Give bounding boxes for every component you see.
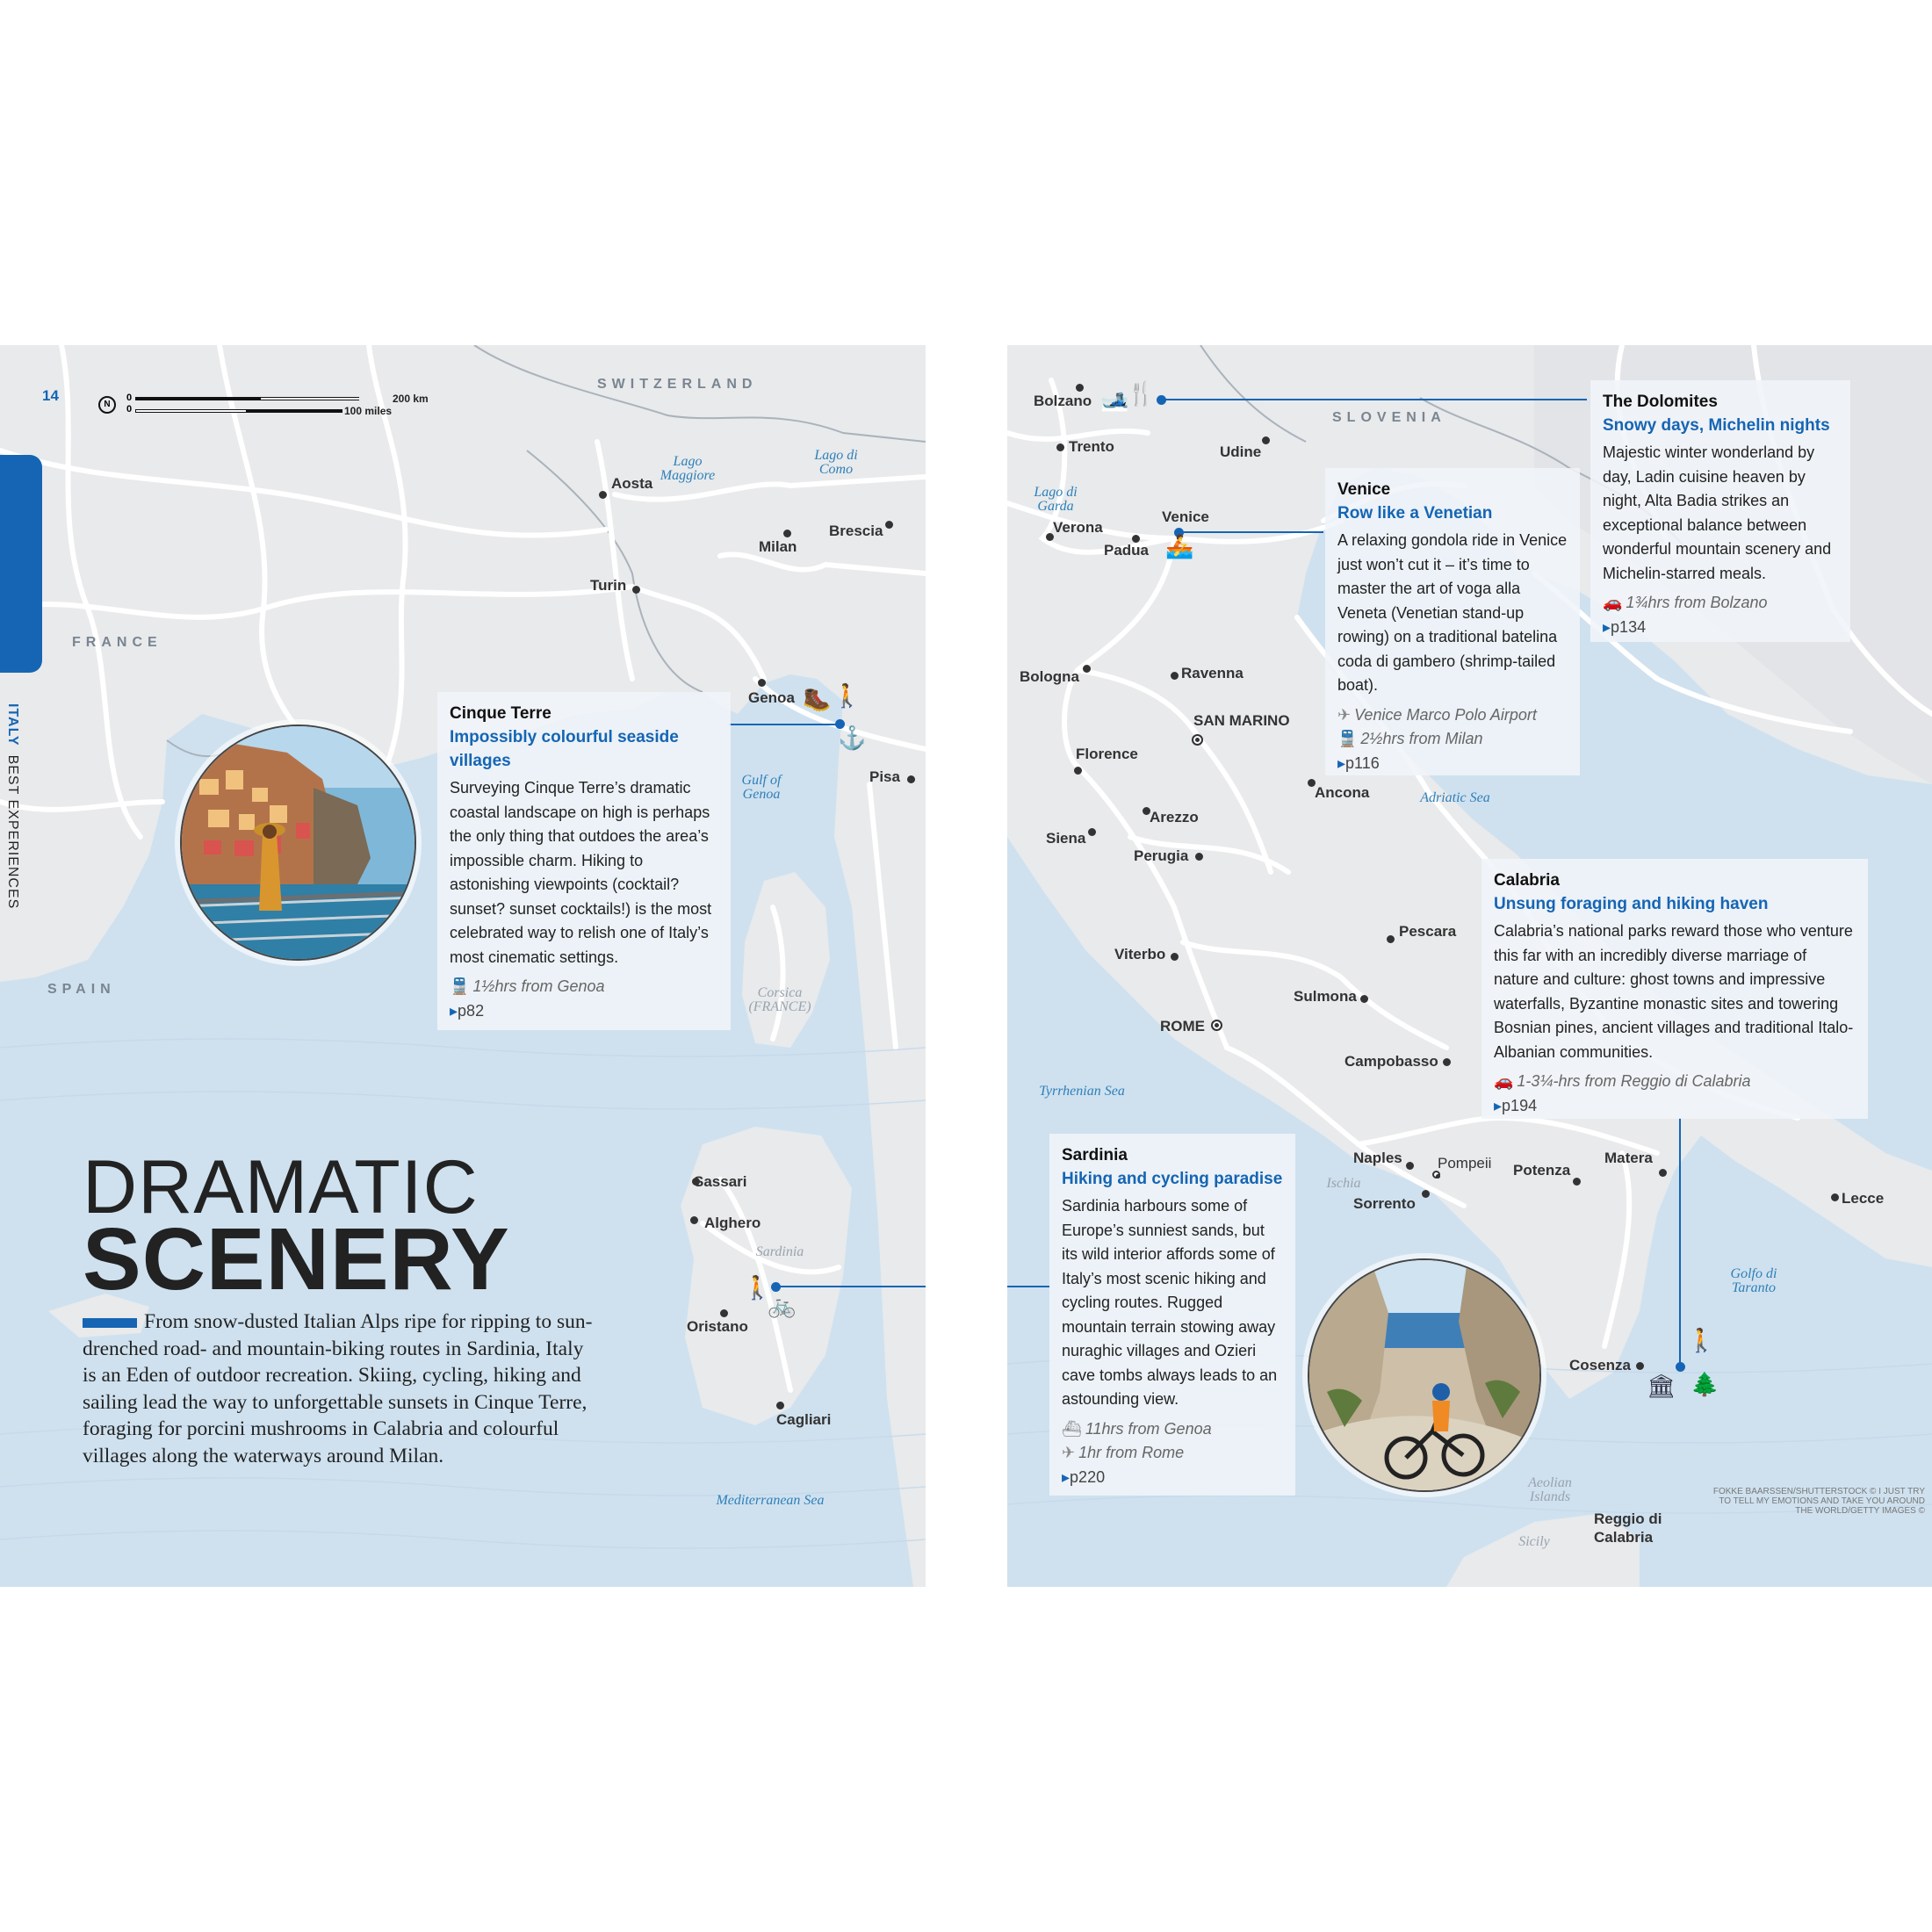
- land-corsica: [742, 872, 830, 1048]
- label-spain: SPAIN: [47, 982, 116, 997]
- calabria-travel: [1494, 1070, 1856, 1093]
- city-dot-naples: [1406, 1162, 1414, 1170]
- card-dolomites: [1590, 380, 1850, 642]
- hiking-icon: 🥾: [803, 686, 832, 712]
- capital-rome: [1211, 1020, 1222, 1031]
- label-lago-como: Lago di Como: [814, 448, 858, 477]
- card-body: Surveying Cinque Terre’s dramatic coastal landscape on high is perhaps the only thing that outdoes the area’s impossible charm. Hiking to astonishing viewpoints (cocktail? sunset? sunset cocktails!) is the most celebrated way to relish one of Italy’s most cinematic settings.: [450, 779, 712, 966]
- running-head-section: ITALY: [5, 703, 20, 746]
- headline-line1: DRAMATIC: [83, 1145, 479, 1229]
- city-bologna: Bologna: [1020, 668, 1079, 685]
- label-france: FRANCE: [72, 635, 162, 650]
- headline-line2: SCENERY: [83, 1210, 510, 1308]
- dolomites-travel: [1603, 591, 1838, 615]
- city-dot-cosenza: [1636, 1362, 1644, 1370]
- hiking-icon-calabria: 🚶: [1687, 1327, 1716, 1353]
- city-ravenna: Ravenna: [1181, 665, 1244, 681]
- card-venice: [1325, 468, 1580, 775]
- city-pescara: Pescara: [1399, 923, 1457, 940]
- city-dot-viterbo: [1171, 953, 1179, 961]
- city-dot-pisa: [907, 775, 915, 783]
- city-dot-potenza: [1573, 1178, 1581, 1186]
- city-dot-genoa: [758, 679, 766, 687]
- sardinia-travel-2: [1062, 1441, 1283, 1465]
- page-number: 14: [42, 387, 59, 404]
- city-dot-aosta: [599, 491, 607, 499]
- anchor-icon: ⚓: [838, 724, 867, 751]
- tree-icon: 🌲: [1690, 1371, 1719, 1397]
- label-ischia: Ischia: [1326, 1176, 1361, 1191]
- calabria-travel-text: 1-3¼-hrs from Reggio di Calabria: [1517, 1072, 1751, 1090]
- city-brescia: Brescia: [829, 523, 883, 539]
- card-travel: [450, 975, 718, 998]
- sardinia-travel-2-text: 1hr from Rome: [1078, 1443, 1185, 1461]
- city-turin: Turin: [590, 577, 627, 594]
- venice-travel-2: [1337, 727, 1568, 751]
- venice-travel-1-text: Venice Marco Polo Airport: [1354, 705, 1537, 724]
- city-dot-oristano: [720, 1309, 728, 1317]
- sardinia-travel-1: [1062, 1417, 1283, 1441]
- photo-credit: FOKKE BAARSSEN/SHUTTERSTOCK © I JUST TRY TO TELL MY EMOTIONS AND TAKE YOU AROUND THE WORLD/GETTY IMAGES ©: [1712, 1487, 1925, 1516]
- ferry-icon: ⛴: [1062, 1419, 1082, 1438]
- running-head: [4, 703, 20, 909]
- marker-dolomites: [1157, 395, 1166, 405]
- city-sorrento: Sorrento: [1353, 1195, 1416, 1212]
- map-scale: [98, 393, 450, 428]
- scale-zero-km: 0: [126, 393, 133, 403]
- city-florence: Florence: [1076, 746, 1138, 762]
- fork-knife-icon: 🍴: [1127, 380, 1156, 407]
- city-matera: Matera: [1604, 1150, 1653, 1166]
- city-pisa: Pisa: [869, 768, 900, 785]
- right-page: [1007, 345, 1932, 1587]
- scale-miles-label: 100 miles: [344, 405, 393, 417]
- label-aeolian: Aeolian Islands: [1528, 1475, 1572, 1504]
- city-dot-siena: [1088, 828, 1096, 836]
- city-dot-udine: [1262, 436, 1270, 444]
- city-perugia: Perugia: [1134, 847, 1189, 864]
- label-lago-garda: Lago di Garda: [1034, 485, 1078, 514]
- sardinia-subtitle: Hiking and cycling paradise: [1062, 1170, 1283, 1188]
- city-udine: Udine: [1220, 443, 1262, 460]
- north-arrow-icon: N: [98, 396, 116, 414]
- city-milan: Milan: [759, 538, 797, 555]
- city-dot-bolzano: [1076, 384, 1084, 392]
- car-icon: 🚗: [1603, 594, 1623, 611]
- venice-page-link[interactable]: ▸ p116: [1337, 754, 1568, 773]
- city-sulmona: Sulmona: [1294, 988, 1357, 1005]
- city-siena: Siena: [1046, 830, 1086, 847]
- intro-accent-bar: [83, 1318, 137, 1328]
- city-rome: ROME: [1160, 1018, 1205, 1034]
- label-sicily: Sicily: [1518, 1534, 1550, 1549]
- label-slovenia: SLOVENIA: [1332, 410, 1446, 425]
- photo-cinque-terre-image: [182, 726, 415, 959]
- city-dot-campobasso: [1443, 1058, 1451, 1066]
- city-oristano: Oristano: [687, 1318, 748, 1335]
- label-gulf-genoa: Gulf of Genoa: [741, 773, 782, 802]
- city-venice: Venice: [1162, 508, 1209, 525]
- city-cagliari: Cagliari: [776, 1411, 832, 1428]
- city-pompeii: Pompeii: [1438, 1155, 1492, 1171]
- walking-icon: 🚶: [833, 682, 861, 709]
- city-dot-cagliari: [776, 1402, 784, 1409]
- dolomites-travel-text: 1¾hrs from Bolzano: [1626, 594, 1768, 611]
- city-trento: Trento: [1069, 438, 1114, 455]
- card-subtitle: Impossibly colourful seaside villages: [450, 728, 679, 770]
- calabria-body: Calabria’s national parks reward those who venture this far with an incredibly diverse marriage of nature and culture: ghost towns and impressive waterfalls, Byzantine monastic sites and towering Bosnian pines, ancient villages and traditional Italo-Albanian communities.: [1494, 922, 1854, 1061]
- venice-travel-1: [1337, 703, 1568, 727]
- hiking-icon-sardinia: 🚶: [743, 1274, 772, 1301]
- dolomites-body: Majestic winter wonderland by day, Ladin cuisine heaven by night, Alta Badia strikes an exceptional balance between wonderful mountain scenery and Michelin-starred meals.: [1603, 443, 1832, 582]
- city-dot-milan: [783, 530, 791, 537]
- city-sassari: Sassari: [694, 1173, 747, 1190]
- photo-sardinia-image: [1309, 1260, 1539, 1490]
- label-sardinia: Sardinia: [755, 1244, 804, 1259]
- city-dot-pescara: [1387, 935, 1395, 943]
- city-genoa: Genoa: [748, 689, 795, 706]
- bicycle-icon: 🚲: [768, 1292, 797, 1318]
- train-icon: 🚆: [450, 977, 470, 995]
- city-aosta: Aosta: [611, 475, 653, 492]
- card-cinque-terre: [437, 692, 731, 1030]
- calabria-page-link[interactable]: ▸ p194: [1494, 1097, 1856, 1115]
- photo-cinque-terre: [180, 724, 416, 961]
- venice-body: A relaxing gondola ride in Venice just won’t cut it – it’s time to master the art of voga alla Veneta (Venetian stand-up rowing) on a traditional batelina coda di gambero (shrimp-tailed boat).: [1337, 531, 1568, 694]
- intro-text: From snow-dusted Italian Alps ripe for ripping to sun-drenched road- and mountain-biking routes in Sardinia, Italy is an Eden of outdoor recreation. Skiing, cycling, hiking and sailing lead the way to unforgettable sunsets in Cinque Terre, foraging for porcini mushrooms in Calabria and colourful villages along the waterways around Milan.: [83, 1310, 593, 1467]
- label-switzerland: SWITZERLAND: [597, 377, 758, 392]
- venice-travel-2-text: 2½hrs from Milan: [1360, 729, 1483, 747]
- plane-icon: ✈: [1337, 705, 1352, 724]
- city-naples: Naples: [1353, 1150, 1402, 1166]
- card-travel-text: 1½hrs from Genoa: [472, 977, 605, 995]
- dolomites-title: The Dolomites: [1603, 393, 1718, 411]
- marker-calabria: [1676, 1362, 1685, 1372]
- city-dot-alghero: [690, 1216, 698, 1224]
- city-lecce: Lecce: [1842, 1190, 1885, 1207]
- city-potenza: Potenza: [1513, 1162, 1571, 1179]
- city-campobasso: Campobasso: [1344, 1053, 1438, 1070]
- marker-sardinia: [771, 1282, 781, 1292]
- scale-zero-mi: 0: [126, 404, 133, 415]
- city-dot-bologna: [1083, 665, 1091, 673]
- car-icon: 🚗: [1494, 1072, 1514, 1090]
- plane-icon: ✈: [1062, 1443, 1076, 1461]
- sardinia-title: Sardinia: [1062, 1146, 1128, 1164]
- city-dot-sorrento: [1422, 1190, 1430, 1198]
- running-head-chapter: BEST EXPERIENCES: [5, 754, 20, 910]
- city-dot-matera: [1659, 1169, 1667, 1177]
- intro-paragraph: [83, 1308, 601, 1469]
- scale-bar-mi: [135, 409, 342, 413]
- sardinia-travel-1-text: 11hrs from Genoa: [1085, 1419, 1212, 1438]
- rowing-icon: 🚣: [1165, 533, 1194, 559]
- city-viterbo: Viterbo: [1114, 946, 1166, 962]
- city-reggio: Reggio di Calabria: [1594, 1510, 1662, 1546]
- city-padua: Padua: [1104, 542, 1150, 559]
- label-mediterranean: Mediterranean Sea: [716, 1493, 825, 1508]
- city-dot-sulmona: [1360, 995, 1368, 1003]
- scale-km-label: 200 km: [393, 393, 429, 405]
- left-page: [0, 345, 926, 1587]
- label-corsica: Corsica (FRANCE): [748, 985, 811, 1014]
- label-lago-maggiore: Lago Maggiore: [660, 454, 716, 483]
- capital-san-marino: [1192, 734, 1203, 746]
- dolomites-page-link[interactable]: ▸ p134: [1603, 618, 1838, 637]
- card-page-link[interactable]: ▸ p82: [450, 1002, 718, 1020]
- label-taranto: Golfo di Taranto: [1730, 1266, 1777, 1295]
- calabria-title: Calabria: [1494, 871, 1560, 890]
- photo-sardinia: [1308, 1258, 1541, 1492]
- dolomites-subtitle: Snowy days, Michelin nights: [1603, 416, 1830, 435]
- city-dot-ravenna: [1171, 672, 1179, 680]
- calabria-subtitle: Unsung foraging and hiking haven: [1494, 895, 1769, 913]
- card-title: Cinque Terre: [450, 704, 551, 723]
- scale-bar-km: [135, 397, 359, 400]
- sardinia-body: Sardinia harbours some of Europe’s sunniest sands, but its wild interior affords some of Italy’s most scenic hiking and cycling routes. Rugged mountain terrain stowing away nuraghic villages and Ozieri cave tombs always leads to an astounding view.: [1062, 1197, 1278, 1408]
- card-calabria: [1481, 859, 1868, 1119]
- ruins-icon: 🏛: [1647, 1373, 1676, 1399]
- city-dot-turin: [632, 586, 640, 594]
- land-tuscany: [834, 696, 926, 1587]
- card-sardinia: [1049, 1134, 1295, 1496]
- city-verona: Verona: [1053, 519, 1103, 536]
- chapter-tab: [0, 455, 42, 673]
- city-bolzano: Bolzano: [1034, 393, 1092, 409]
- city-arezzo: Arezzo: [1150, 809, 1199, 825]
- city-dot-brescia: [885, 521, 893, 529]
- city-dot-lecce: [1831, 1193, 1839, 1201]
- venice-title: Venice: [1337, 480, 1391, 499]
- city-dot-perugia: [1195, 853, 1203, 861]
- label-adriatic: Adriatic Sea: [1420, 790, 1490, 805]
- venice-subtitle: Row like a Venetian: [1337, 504, 1493, 523]
- city-san-marino: SAN MARINO: [1193, 712, 1290, 729]
- city-ancona: Ancona: [1315, 784, 1370, 801]
- train-icon: 🚆: [1337, 729, 1358, 747]
- sardinia-page-link[interactable]: ▸ p220: [1062, 1468, 1283, 1487]
- city-alghero: Alghero: [704, 1215, 761, 1231]
- label-tyrrhenian: Tyrrhenian Sea: [1039, 1084, 1125, 1099]
- city-dot-trento: [1056, 443, 1064, 451]
- city-cosenza: Cosenza: [1569, 1357, 1631, 1373]
- ski-icon: 🎿: [1100, 386, 1129, 412]
- city-dot-florence: [1074, 767, 1082, 775]
